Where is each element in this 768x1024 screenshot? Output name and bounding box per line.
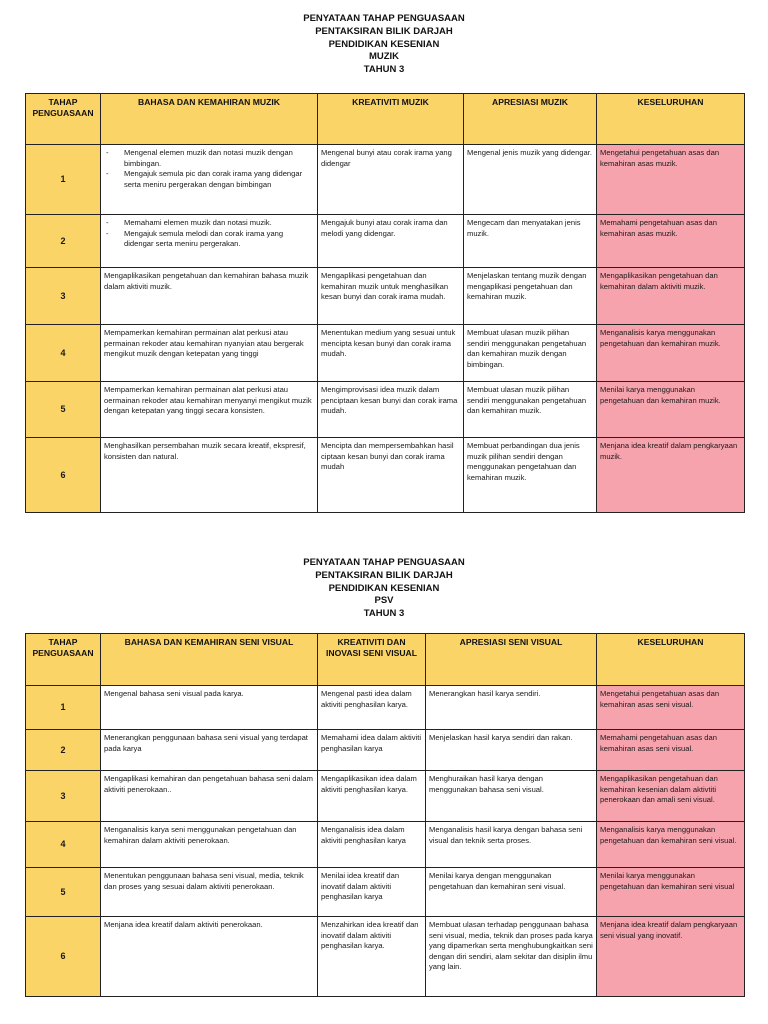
bahasa-cell: Menerangkan penggunaan bahasa seni visual yang terdapat pada karya — [101, 730, 318, 771]
kreativiti-cell: Mengaplikasikan idea dalam aktiviti penghasilan karya. — [318, 771, 426, 822]
bahasa-cell: Mengaplikasikan pengetahuan dan kemahiran bahasa muzik dalam aktiviti muzik. — [101, 268, 318, 325]
keseluruhan-cell: Menganalisis karya menggunakan pengetahuan dan kemahiran muzik. — [597, 325, 745, 382]
keseluruhan-cell: Memahami pengetahuan asas dan kemahiran asas muzik. — [597, 215, 745, 268]
bahasa-cell — [101, 215, 318, 268]
music-title-line: PENDIDIKAN KESENIAN — [328, 38, 440, 50]
table-row — [26, 686, 745, 730]
psv-title-line: PSV — [374, 595, 394, 607]
keseluruhan-cell: Mengetahui pengetahuan asas dan kemahiran asas muzik. — [597, 145, 745, 215]
table-row — [26, 917, 745, 997]
psv-title-line: PENYATAAN TAHAP PENGUASAAN — [303, 557, 465, 568]
header-keseluruhan: KESELURUHAN — [597, 634, 745, 686]
keseluruhan-cell: Menjana idea kreatif dalam pengkaryaan seni visual yang inovatif. — [597, 917, 745, 997]
bahasa-cell: Mengaplikasi kemahiran dan pengetahuan bahasa seni dalam aktiviti penerokaan.. — [101, 771, 318, 822]
keseluruhan-cell: Menganalisis karya menggunakan pengetahuan dan kemahiran seni visual. — [597, 822, 745, 868]
keseluruhan-cell: Mengaplikasikan pengetahuan dan kemahiran kesenian dalam aktivtiti penerokaan dan amali seni visual. — [597, 771, 745, 822]
level-cell: 2 — [26, 730, 101, 771]
bahasa-cell: Menganalisis karya seni menggunakan pengetahuan dan kemahiran dalam aktiviti penerokaan. — [101, 822, 318, 868]
level-cell: 4 — [26, 822, 101, 868]
kreativiti-cell: Menzahirkan idea kreatif dan inovatif dalam aktiviti penghasilan karya. — [318, 917, 426, 997]
header-bahasa: BAHASA DAN KEMAHIRAN SENI VISUAL — [101, 634, 318, 686]
list-item: - Mengenal elemen muzik dan notasi muzik dengan bimbingan. — [104, 148, 314, 169]
bahasa-cell: Mempamerkan kemahiran permainan alat perkusi atau permainan rekoder atau kemahiran nyanyian atau bergerak mengikut muzik dengan ketepatan yang tinggi — [101, 325, 318, 382]
kreativiti-cell: Mengenal bunyi atau corak irama yang didengar — [318, 145, 464, 215]
music-heading — [0, 13, 768, 77]
bahasa-cell: Menentukan penggunaan bahasa seni visual, media, teknik dan proses yang sesuai dalam aktiviti penerokaan. — [101, 868, 318, 917]
bahasa-cell: Mengenal bahasa seni visual pada karya. — [101, 686, 318, 730]
bahasa-cell: Menjana idea kreatif dalam aktiviti penerokaan. — [101, 917, 318, 997]
keseluruhan-cell: Memahami pengetahuan asas dan kemahiran asas seni visual. — [597, 730, 745, 771]
music-title-line: MUZIK — [368, 51, 400, 63]
header-apresiasi: APRESIASI SENI VISUAL — [426, 634, 597, 686]
level-cell: 2 — [26, 215, 101, 268]
kreativiti-cell: Mencipta dan mempersembahkan hasil ciptaan kesan bunyi dan corak irama mudah — [318, 438, 464, 513]
apresiasi-cell: Menilai karya dengan menggunakan pengetahuan dan kemahiran seni visual. — [426, 868, 597, 917]
psv-rubric-table — [25, 633, 745, 997]
list-item: - Memahami elemen muzik dan notasi muzik. — [104, 218, 314, 229]
level-cell: 3 — [26, 268, 101, 325]
keseluruhan-cell: Menilai karya menggunakan pengetahuan dan kemahiran seni visual — [597, 868, 745, 917]
header-kreativiti: KREATIVITI MUZIK — [318, 94, 464, 145]
level-cell: 5 — [26, 382, 101, 438]
level-cell: 6 — [26, 438, 101, 513]
music-title-line: TAHUN 3 — [363, 64, 405, 76]
table-header-row — [26, 634, 745, 686]
bahasa-list — [104, 148, 314, 190]
kreativiti-cell: Mengajuk bunyi atau corak irama dan melodi yang didengar. — [318, 215, 464, 268]
keseluruhan-cell: Menilai karya menggunakan pengetahuan dan kemahiran muzik. — [597, 382, 745, 438]
table-row — [26, 268, 745, 325]
kreativiti-cell: Mengenal pasti idea dalam aktiviti penghasilan karya. — [318, 686, 426, 730]
kreativiti-cell: Menentukan medium yang sesuai untuk mencipta kesan bunyi dan corak irama mudah. — [318, 325, 464, 382]
level-cell: 1 — [26, 686, 101, 730]
header-tahap: TAHAP PENGUASAAN — [26, 634, 101, 686]
header-keseluruhan: KESELURUHAN — [597, 94, 745, 145]
table-row — [26, 325, 745, 382]
table-row — [26, 771, 745, 822]
music-rubric-table — [25, 93, 745, 513]
bahasa-cell — [101, 145, 318, 215]
keseluruhan-cell: Mengaplikasikan pengetahuan dan kemahiran dalam aktiviti muzik. — [597, 268, 745, 325]
table-row — [26, 382, 745, 438]
keseluruhan-cell: Mengetahui pengetahuan asas dan kemahiran asas seni visual. — [597, 686, 745, 730]
level-cell: 3 — [26, 771, 101, 822]
apresiasi-cell: Membuat ulasan terhadap penggunaan bahasa seni visual, media, teknik dan proses pada karya yang dipamerkan serta menghubungkaitkan seni dengan diri sendiri, alam sekitar dan disiplin ilmu yang lain. — [426, 917, 597, 997]
header-apresiasi: APRESIASI MUZIK — [464, 94, 597, 145]
kreativiti-cell: Mengaplikasi pengetahuan dan kemahiran muzik untuk menghasilkan kesan bunyi dan corak irama mudah. — [318, 268, 464, 325]
apresiasi-cell: Membuat perbandingan dua jenis muzik pilihan sendiri dengan menggunakan pengetahuan dan kemahiran muzik. — [464, 438, 597, 513]
bahasa-cell: Mempamerkan kemahiran permainan alat perkusi atau oermainan rekoder atau kemahiran menyanyi mengikut muzik dengan ketepatan yang tinggi secara konsisten. — [101, 382, 318, 438]
kreativiti-cell: Menilai idea kreatif dan inovatif dalam aktiviti penghasilan karya — [318, 868, 426, 917]
kreativiti-cell: Memahami idea dalam aktiviti penghasilan karya — [318, 730, 426, 771]
apresiasi-cell: Menerangkan hasil karya sendiri. — [426, 686, 597, 730]
apresiasi-cell: Mengenal jenis muzik yang didengar. — [464, 145, 597, 215]
list-item: - Mengajuk semula pic dan corak irama yang didengar serta meniru pergerakan dengan bimbingan — [104, 169, 314, 190]
music-title-line: PENYATAAN TAHAP PENGUASAAN — [303, 13, 465, 24]
psv-title-line: PENDIDIKAN KESENIAN — [328, 582, 440, 594]
header-bahasa: BAHASA DAN KEMAHIRAN MUZIK — [101, 94, 318, 145]
apresiasi-cell: Membuat ulasan muzik pilihan sendiri menggunakan pengetahuan dan kemahiran muzik. — [464, 382, 597, 438]
apresiasi-cell: Menjelaskan tentang muzik dengan mengaplikasi pengetahuan dan kemahiran muzik. — [464, 268, 597, 325]
apresiasi-cell: Menghuraikan hasil karya dengan menggunakan bahasa seni visual. — [426, 771, 597, 822]
psv-heading — [0, 557, 768, 621]
level-cell: 6 — [26, 917, 101, 997]
bahasa-cell: Menghasilkan persembahan muzik secara kreatif, ekspresif, konsisten dan natural. — [101, 438, 318, 513]
table-row — [26, 822, 745, 868]
header-tahap: TAHAP PENGUASAAN — [26, 94, 101, 145]
table-row — [26, 868, 745, 917]
table-row — [26, 215, 745, 268]
psv-title-line: TAHUN 3 — [363, 608, 405, 620]
table-row — [26, 438, 745, 513]
apresiasi-cell: Mengecam dan menyatakan jenis muzik. — [464, 215, 597, 268]
table-row — [26, 145, 745, 215]
keseluruhan-cell: Menjana idea kreatif dalam pengkaryaan muzik. — [597, 438, 745, 513]
kreativiti-cell: Menganalisis idea dalam aktiviti penghasilan karya — [318, 822, 426, 868]
header-kreativiti: KREATIVITI DAN INOVASI SENI VISUAL — [318, 634, 426, 686]
table-header-row — [26, 94, 745, 145]
level-cell: 5 — [26, 868, 101, 917]
psv-title-line: PENTAKSIRAN BILIK DARJAH — [315, 569, 453, 581]
music-title-line: PENTAKSIRAN BILIK DARJAH — [315, 25, 453, 37]
bahasa-list — [104, 218, 314, 250]
table-row — [26, 730, 745, 771]
list-item: - Mengajuk semula melodi dan corak irama yang didengar serta meniru pergerakan. — [104, 229, 314, 250]
apresiasi-cell: Menganalisis hasil karya dengan bahasa seni visual dan teknik serta proses. — [426, 822, 597, 868]
apresiasi-cell: Membuat ulasan muzik pilihan sendiri menggunakan pengetahuan dan kemahiran muzik dengan bimbingan. — [464, 325, 597, 382]
level-cell: 4 — [26, 325, 101, 382]
kreativiti-cell: Mengimprovisasi idea muzik dalam penciptaan kesan bunyi dan corak irama mudah. — [318, 382, 464, 438]
apresiasi-cell: Menjelaskan hasil karya sendiri dan rakan. — [426, 730, 597, 771]
level-cell: 1 — [26, 145, 101, 215]
